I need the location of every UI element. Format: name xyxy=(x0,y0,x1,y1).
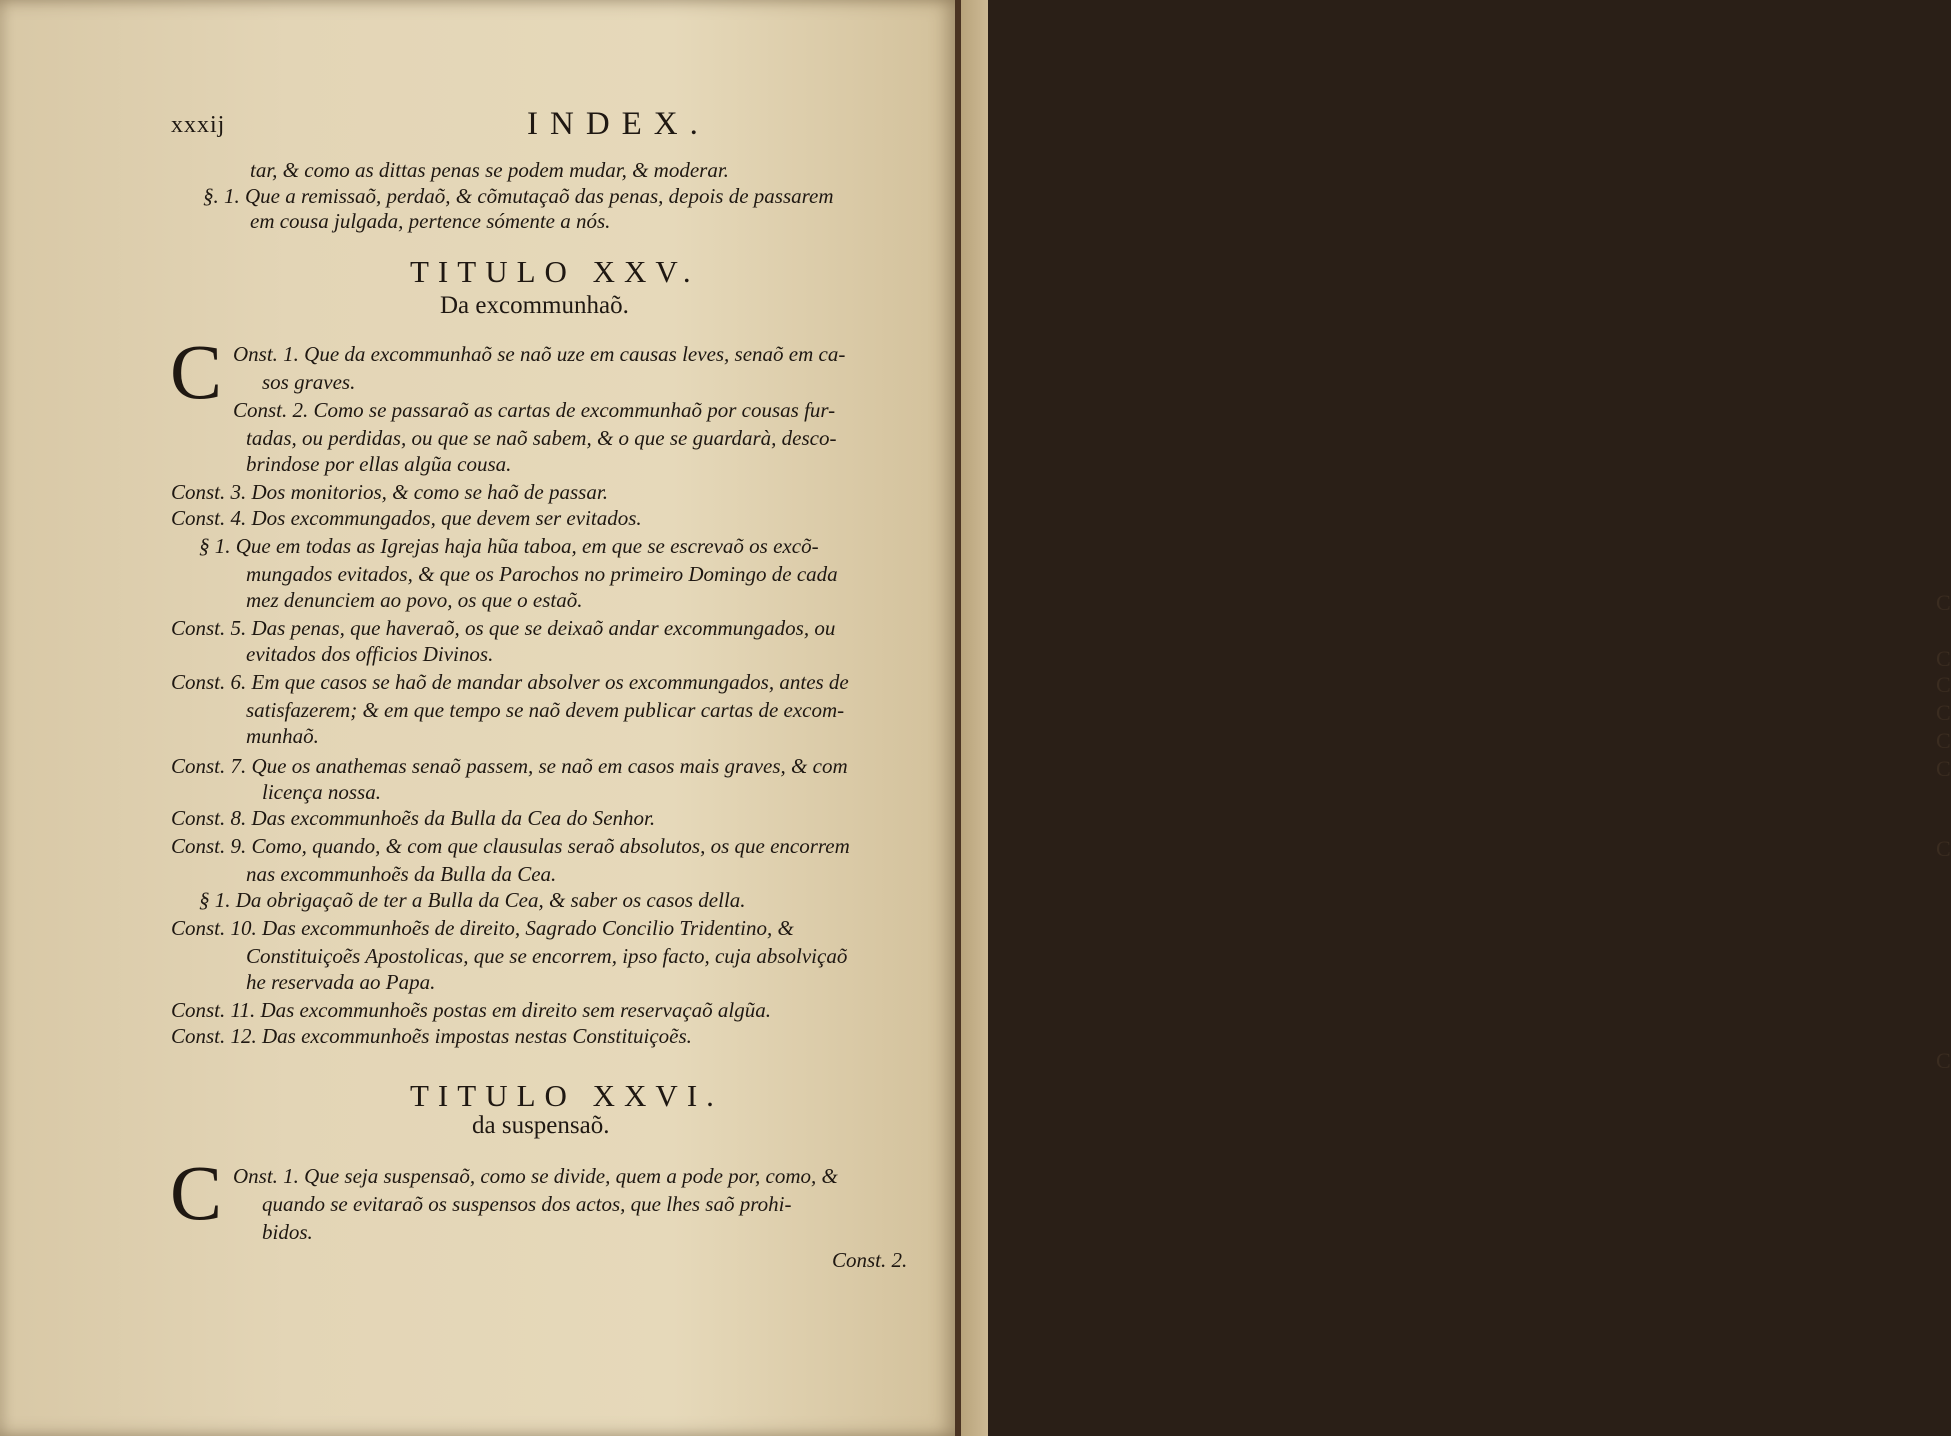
facing-page-letter: C xyxy=(1936,646,1951,671)
index-entry: Const. 5. Das penas, que haveraõ, os que se deixaõ andar excommungados, ou xyxy=(171,616,836,640)
intro-line: §. 1. Que a remissaõ, perdaõ, & cõmutaçaõ das penas, depois de passarem xyxy=(203,184,834,208)
titulo-heading: TITULO XXV. xyxy=(410,254,700,289)
index-entry: Const. 6. Em que casos se haõ de mandar absolver os excommungados, antes de xyxy=(171,670,849,694)
index-entry: sos graves. xyxy=(262,370,356,394)
index-entry: nas excommunhoẽs da Bulla da Cea. xyxy=(246,862,557,886)
index-entry: Const. 2. Como se passaraõ as cartas de excommunhaõ por cousas fur- xyxy=(233,398,836,422)
index-entry: Onst. 1. Que da excommunhaõ se naõ uze em causas leves, senaõ em ca- xyxy=(233,342,846,366)
facing-page-letter: C xyxy=(1936,700,1951,725)
index-entry: Const. 12. Das excommunhoẽs impostas nestas Constituiçoẽs. xyxy=(171,1024,692,1048)
drop-cap: C xyxy=(170,1149,223,1236)
titulo-subheading: da suspensaõ. xyxy=(472,1112,610,1139)
page-folio: xxxij xyxy=(171,112,226,138)
facing-page-edge xyxy=(961,0,1951,1436)
facing-page-letter: C xyxy=(1936,672,1951,697)
facing-page-letter: C xyxy=(1936,590,1951,615)
index-entry: evitados dos officios Divinos. xyxy=(246,642,494,666)
intro-line: tar, & como as dittas penas se podem mudar, & moderar. xyxy=(250,158,729,182)
index-entry: he reservada ao Papa. xyxy=(246,970,436,994)
titulo-subheading: Da excommunhaõ. xyxy=(440,292,629,319)
index-entry: § 1. Que em todas as Igrejas haja hũa taboa, em que se escrevaõ os excõ- xyxy=(199,534,819,558)
index-entry: Const. 7. Que os anathemas senaõ passem, se naõ em casos mais graves, & com xyxy=(171,754,848,778)
index-entry: § 1. Da obrigaçaõ de ter a Bulla da Cea, & saber os casos della. xyxy=(199,888,746,912)
facing-page-letter: C xyxy=(1936,728,1951,753)
facing-page-letter: C xyxy=(1936,1048,1951,1073)
index-entry: munhaõ. xyxy=(246,724,319,748)
index-entry: satisfazerem; & em que tempo se naõ devem publicar cartas de excom- xyxy=(246,698,845,722)
index-entry: Const. 3. Dos monitorios, & como se haõ de passar. xyxy=(171,480,608,504)
index-entry: licença nossa. xyxy=(262,780,381,804)
facing-page-letter: C xyxy=(1936,756,1951,781)
index-entry: Constituiçoẽs Apostolicas, que se encorrem, ipso facto, cuja absolviçaõ xyxy=(246,944,848,968)
index-entry: Const. 11. Das excommunhoẽs postas em direito sem reservaçaõ algũa. xyxy=(171,998,771,1022)
facing-page-letter: C xyxy=(1936,836,1951,861)
index-entry: brindose por ellas algũa cousa. xyxy=(246,452,512,476)
index-entry: quando se evitaraõ os suspensos dos actos, que lhes saõ prohi- xyxy=(262,1192,792,1216)
index-entry: Const. 9. Como, quando, & com que clausulas seraõ absolutos, os que encorrem xyxy=(171,834,850,858)
book-page xyxy=(0,0,960,1436)
drop-cap: C xyxy=(170,328,223,415)
index-entry: Const. 10. Das excommunhoẽs de direito, Sagrado Concilio Tridentino, & xyxy=(171,916,794,940)
intro-line: em cousa julgada, pertence sómente a nós. xyxy=(250,209,611,233)
index-entry: Const. 8. Das excommunhoẽs da Bulla da Cea do Senhor. xyxy=(171,806,656,830)
index-entry: Const. 4. Dos excommungados, que devem ser evitados. xyxy=(171,506,642,530)
index-entry: tadas, ou perdidas, ou que se naõ sabem, & o que se guardarà, desco- xyxy=(246,426,837,450)
index-entry: mez denunciem ao povo, os que o estaõ. xyxy=(246,588,583,612)
index-entry: bidos. xyxy=(262,1220,313,1244)
catchword: Const. 2. xyxy=(832,1248,908,1272)
index-entry: mungados evitados, & que os Parochos no primeiro Domingo de cada xyxy=(246,562,838,586)
titulo-heading: TITULO XXVI. xyxy=(410,1078,723,1113)
index-entry: Onst. 1. Que seja suspensaõ, como se divide, quem a pode por, como, & xyxy=(233,1164,838,1188)
page-running-title: INDEX. xyxy=(527,106,710,142)
